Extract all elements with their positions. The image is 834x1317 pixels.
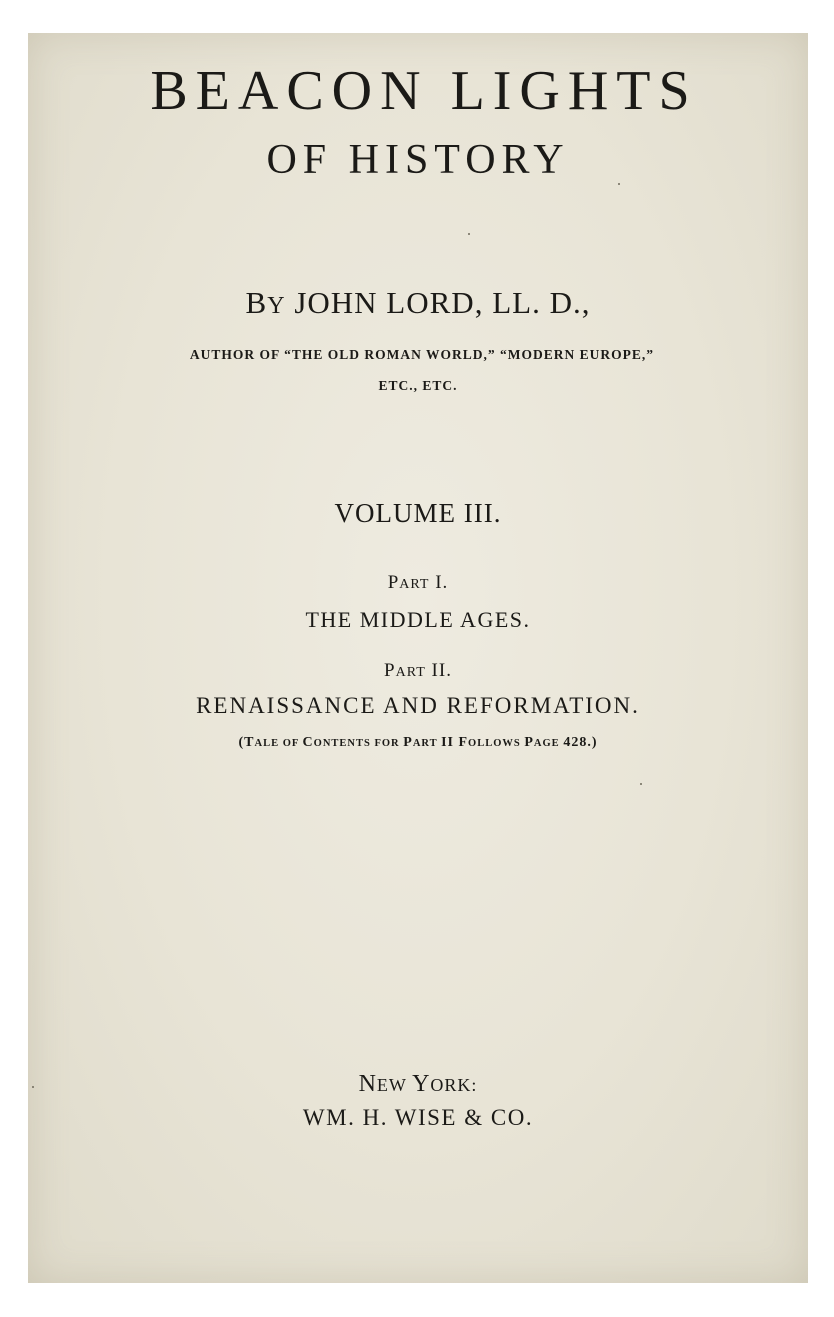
author-etc-line: ETC., ETC. <box>378 378 458 393</box>
contents-note-seg: AGE <box>533 738 564 749</box>
author-of-line: AUTHOR OF “THE OLD ROMAN WORLD,” “MODERN EUROPE,” <box>189 347 655 362</box>
by-rest: Y <box>267 293 286 319</box>
paper-speck <box>640 783 642 785</box>
city-rest: EW <box>376 1075 413 1095</box>
part-2-label-initial: P <box>384 660 396 681</box>
contents-note-seg: P <box>403 735 413 750</box>
city-rest: ORK: <box>430 1075 478 1095</box>
book-title-line-1: BEACON LIGHTS <box>150 60 698 122</box>
part-1-label-rest: ART <box>399 577 430 592</box>
contents-note-seg: 428.) <box>563 735 598 750</box>
book-title-line-2: OF HISTORY <box>266 137 570 183</box>
contents-note-seg: ART <box>412 738 442 749</box>
contents-note-seg: OLLOWS <box>468 738 525 749</box>
part-1-title: THE MIDDLE AGES. <box>305 607 531 632</box>
part-1-label-initial: P <box>387 572 400 593</box>
contents-note-seg: II F <box>441 735 469 750</box>
city-initial: Y <box>412 1071 431 1097</box>
paper-speck <box>468 233 470 235</box>
part-2-title: RENAISSANCE AND REFORMATION. <box>196 693 640 718</box>
contents-note-seg: ALE OF <box>254 738 303 749</box>
volume-heading: VOLUME III. <box>334 498 502 528</box>
contents-note <box>28 732 808 755</box>
part-2-label-rest: ART <box>395 665 426 680</box>
title-page <box>28 33 808 1283</box>
imprint-publisher: WM. H. WISE & CO. <box>302 1105 534 1130</box>
author-name: JOHN LORD, LL. D., <box>294 285 591 320</box>
part-2-number: II. <box>425 660 452 681</box>
contents-note-seg: ONTENTS FOR <box>313 738 404 749</box>
imprint-city <box>28 1068 808 1101</box>
by-initial: B <box>245 285 268 320</box>
city-initial: N <box>358 1071 377 1097</box>
part-2-label <box>28 658 808 686</box>
part-1-label <box>28 570 808 598</box>
contents-note-seg: C <box>302 735 314 750</box>
part-1-number: I. <box>429 572 449 593</box>
paper-speck <box>618 183 620 185</box>
contents-note-seg: (T <box>238 735 255 750</box>
author-line <box>28 283 808 326</box>
contents-note-seg: P <box>524 735 534 750</box>
paper-speck <box>32 1086 34 1088</box>
